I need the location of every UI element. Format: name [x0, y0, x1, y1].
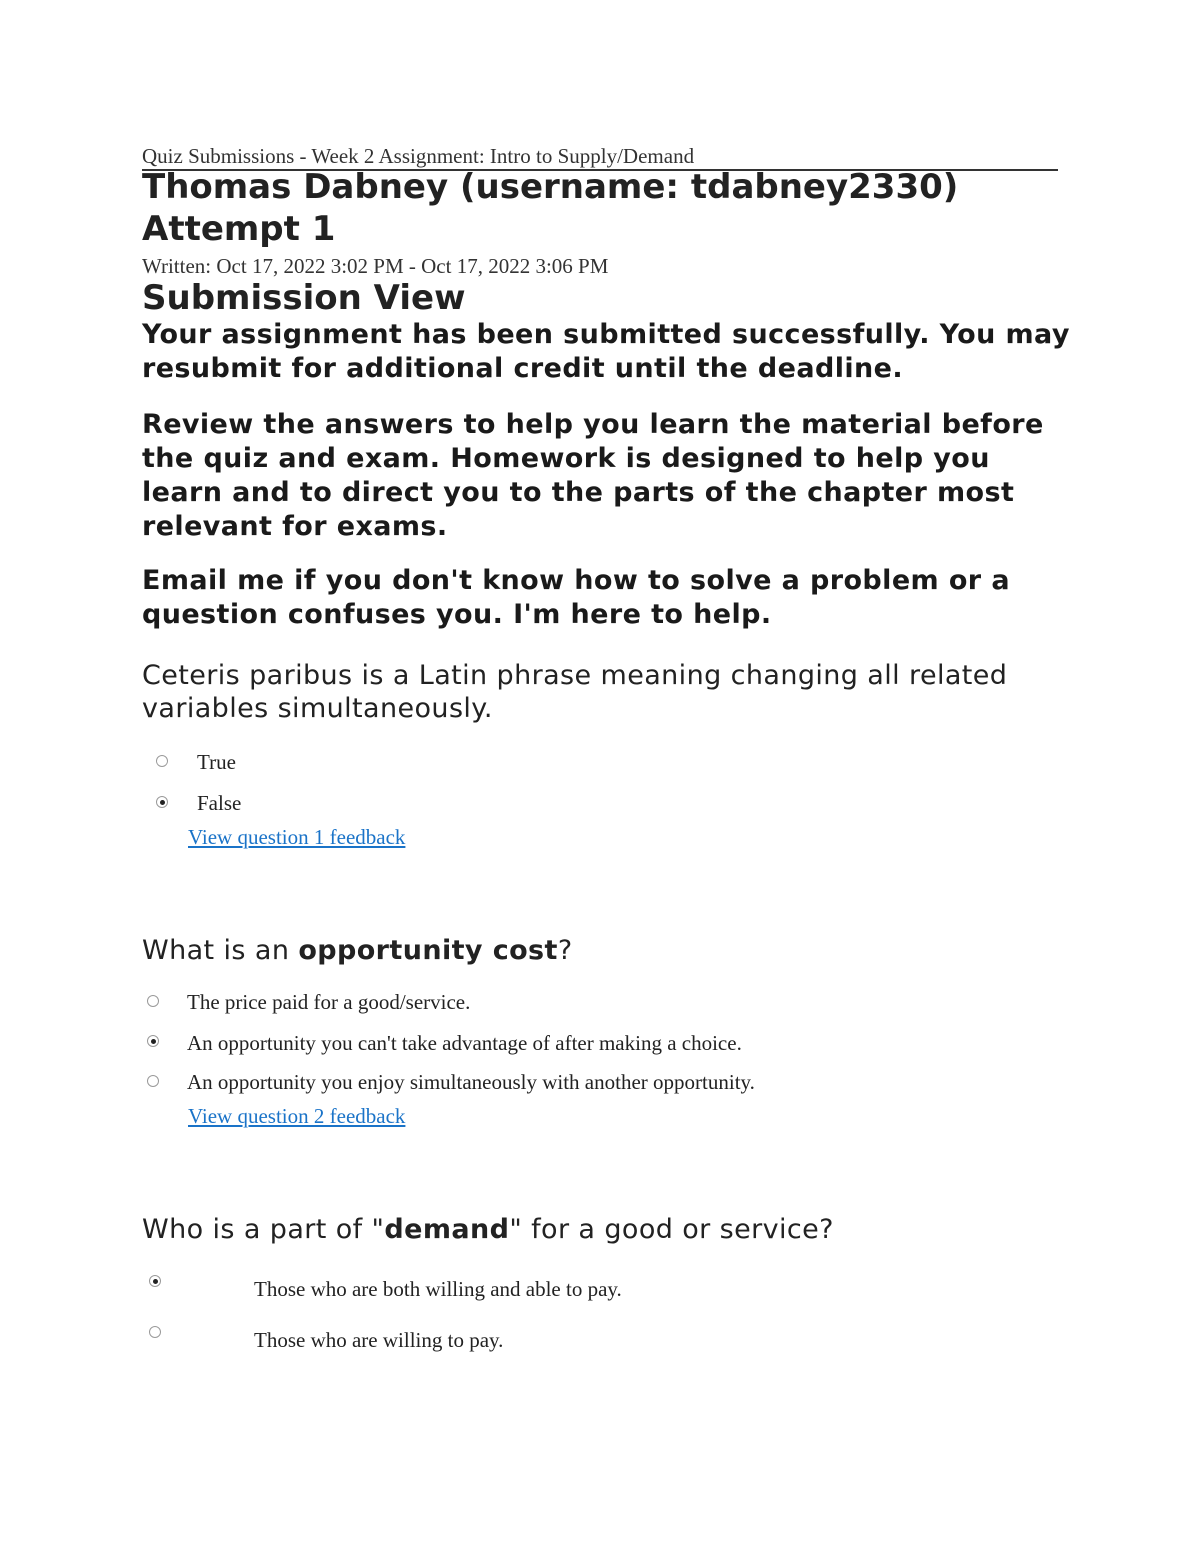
- question-1-option-1-radio[interactable]: [156, 755, 168, 767]
- question-3-text: [142, 1213, 1072, 1246]
- question-2-feedback-link[interactable]: View question 2 feedback: [188, 1104, 406, 1128]
- question-3-option-1-label: Those who are both willing and able to pay.: [254, 1277, 622, 1301]
- question-1-option-2-radio[interactable]: [156, 796, 168, 808]
- question-2-text-bold: opportunity cost: [298, 935, 558, 966]
- submitted-message: Your assignment has been submitted successfully. You may resubmit for additional credit until the deadline.: [142, 319, 1070, 384]
- question-3-text-start: Who is a part of ": [142, 1214, 385, 1245]
- question-3-option-1-radio[interactable]: [149, 1275, 161, 1287]
- question-2-option-2-radio[interactable]: [147, 1035, 159, 1047]
- question-1-feedback-link[interactable]: View question 1 feedback: [188, 825, 406, 849]
- question-2-text: [142, 934, 1072, 967]
- email-message: Email me if you don't know how to solve a problem or a question confuses you. I'm here to help.: [142, 565, 1010, 630]
- submission-view-heading: Submission View: [142, 278, 466, 318]
- question-2-text-end: ?: [557, 935, 573, 966]
- question-3-option-2-radio[interactable]: [149, 1326, 161, 1338]
- question-3-option-2-label: Those who are willing to pay.: [254, 1328, 504, 1352]
- question-3-text-end: " for a good or service?: [509, 1214, 834, 1245]
- breadcrumb: Quiz Submissions - Week 2 Assignment: Intro to Supply/Demand: [142, 143, 1058, 171]
- question-1-text: Ceteris paribus is a Latin phrase meaning changing all related variables simultaneously.: [142, 660, 1008, 724]
- question-1-option-1-label: True: [197, 750, 236, 774]
- question-2-option-1-radio[interactable]: [147, 995, 159, 1007]
- question-2-option-1-label: The price paid for a good/service.: [187, 990, 471, 1014]
- student-attempt-title: Thomas Dabney (username: tdabney2330) Attempt 1: [142, 167, 959, 249]
- question-1-option-2-label: False: [197, 791, 242, 815]
- written-timestamp: Written: Oct 17, 2022 3:02 PM - Oct 17, 2022 3:06 PM: [142, 254, 609, 278]
- question-2-text-start: What is an: [142, 935, 299, 966]
- review-message: Review the answers to help you learn the material before the quiz and exam. Homework is designed to help you learn and to direct you to the parts of the chapter most relevant for exams.: [142, 409, 1044, 542]
- question-2-option-2-label: An opportunity you can't take advantage of after making a choice.: [187, 1031, 742, 1055]
- question-3-text-bold: demand: [384, 1214, 510, 1245]
- question-2-option-3-radio[interactable]: [147, 1075, 159, 1087]
- question-2-option-3-label: An opportunity you enjoy simultaneously with another opportunity.: [187, 1070, 755, 1094]
